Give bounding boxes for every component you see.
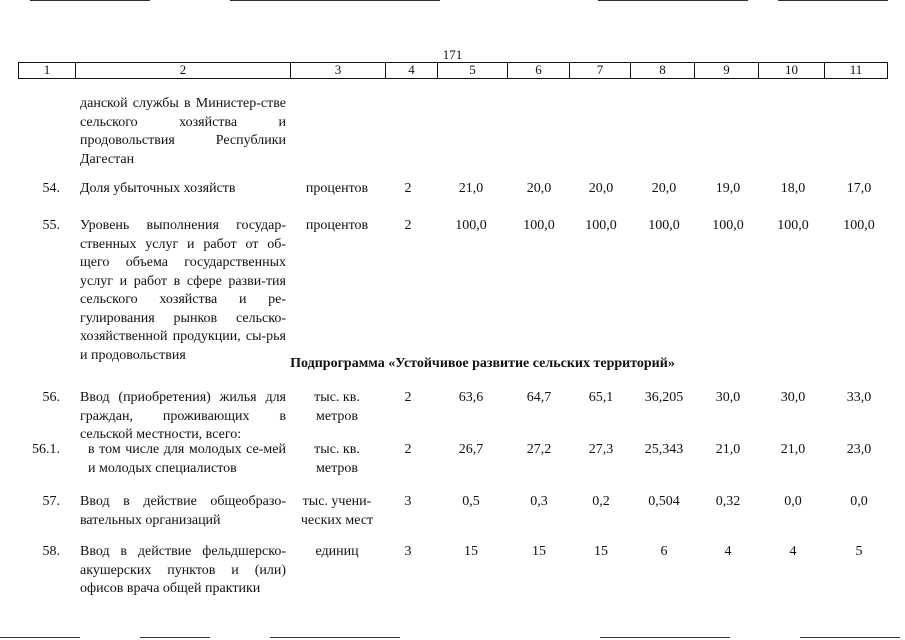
value-cell: 25,343 bbox=[644, 442, 684, 457]
value-cell: 100,0 bbox=[455, 218, 487, 233]
unit-cell: процентов bbox=[305, 181, 369, 196]
value-cell: 4 bbox=[724, 544, 732, 559]
value-cell: 21,0 bbox=[780, 442, 806, 457]
value-cell: 6 bbox=[660, 544, 668, 559]
scan-artifact-line bbox=[800, 637, 900, 638]
value-cell: 18,0 bbox=[780, 181, 806, 196]
value-cell: 36,205 bbox=[644, 390, 684, 405]
value-cell: 17,0 bbox=[846, 181, 872, 196]
column-header: 1 bbox=[19, 63, 76, 78]
page-number: 171 bbox=[442, 47, 463, 62]
scan-artifact-line bbox=[230, 0, 440, 1]
column-header: 9 bbox=[695, 63, 759, 78]
value-cell: 100,0 bbox=[843, 218, 875, 233]
column-header-row bbox=[18, 62, 888, 79]
value-cell: 100,0 bbox=[712, 218, 744, 233]
value-cell: 100,0 bbox=[585, 218, 617, 233]
value-cell: 20,0 bbox=[588, 181, 614, 196]
scan-artifact-line bbox=[0, 637, 80, 638]
value-cell: 0,5 bbox=[462, 494, 480, 509]
unit-cell: единиц bbox=[315, 544, 359, 559]
value-cell: 15 bbox=[532, 544, 546, 559]
value-cell: 23,0 bbox=[846, 442, 872, 457]
indicator-name: Ввод в действие общеобразо-вательных организаций bbox=[80, 494, 286, 528]
value-cell: 33,0 bbox=[846, 390, 872, 405]
value-cell: 100,0 bbox=[523, 218, 555, 233]
row-number: 54. bbox=[42, 181, 60, 196]
value-cell: 2 bbox=[404, 442, 412, 457]
column-header: 8 bbox=[631, 63, 695, 78]
indicator-name: Ввод (приобретения) жилья для граждан, проживающих в сельской местности, всего: bbox=[80, 390, 286, 442]
column-header: 3 bbox=[291, 63, 386, 78]
indicator-name: Ввод в действие фельдшерско-акушерских пунктов и (или) офисов врача общей практики bbox=[80, 544, 286, 596]
continuation-text: данской службы в Министер-стве сельского хозяйства и продовольствия Республики Дагестан bbox=[80, 96, 286, 167]
value-cell: 3 bbox=[404, 544, 412, 559]
row-number: 58. bbox=[42, 544, 60, 559]
scan-artifact-line bbox=[598, 0, 748, 1]
value-cell: 4 bbox=[789, 544, 797, 559]
value-cell: 63,6 bbox=[458, 390, 484, 405]
value-cell: 26,7 bbox=[458, 442, 484, 457]
unit-cell: тыс. учени-ческих мест bbox=[300, 494, 374, 528]
column-header: 11 bbox=[849, 62, 863, 77]
scan-artifact-line bbox=[270, 637, 400, 638]
unit-cell: тыс. кв. метров bbox=[314, 390, 360, 424]
scan-artifact-line bbox=[600, 637, 730, 638]
column-header: 2 bbox=[76, 63, 291, 78]
value-cell: 3 bbox=[404, 494, 412, 509]
subprogram-title: Подпрограмма «Устойчивое развитие сельских территорий» bbox=[290, 356, 675, 371]
indicator-name: в том числе для молодых се-мей и молодых специалистов bbox=[88, 442, 286, 476]
row-number: 57. bbox=[42, 494, 60, 509]
row-number: 56. bbox=[42, 390, 60, 405]
value-cell: 0,2 bbox=[592, 494, 610, 509]
indicator-name: Уровень выполнения государ-ственных услуг и работ от об-щего объема государственных услуг и работ в сфере разви-тия сельского хозяйства и ре-гулирования рынков сельско-хозяйственной продукции, сы-рья и продовольствия bbox=[80, 218, 286, 363]
value-cell: 100,0 bbox=[777, 218, 809, 233]
value-cell: 65,1 bbox=[588, 390, 614, 405]
column-header: 10 bbox=[759, 63, 825, 78]
value-cell: 30,0 bbox=[780, 390, 806, 405]
value-cell: 0,3 bbox=[530, 494, 548, 509]
scan-artifact-line bbox=[140, 637, 210, 638]
value-cell: 2 bbox=[404, 218, 412, 233]
value-cell: 2 bbox=[404, 181, 412, 196]
value-cell: 21,0 bbox=[458, 181, 484, 196]
value-cell: 21,0 bbox=[715, 442, 741, 457]
scan-artifact-line bbox=[778, 0, 888, 1]
value-cell: 0,504 bbox=[648, 494, 680, 509]
column-header: 6 bbox=[508, 63, 570, 78]
value-cell: 5 bbox=[855, 544, 863, 559]
value-cell: 2 bbox=[404, 390, 412, 405]
value-cell: 20,0 bbox=[651, 181, 677, 196]
value-cell: 27,2 bbox=[526, 442, 552, 457]
value-cell: 0,0 bbox=[850, 494, 868, 509]
value-cell: 0,32 bbox=[715, 494, 741, 509]
unit-cell: тыс. кв. метров bbox=[314, 442, 360, 476]
value-cell: 20,0 bbox=[526, 181, 552, 196]
value-cell: 15 bbox=[594, 544, 608, 559]
column-header: 4 bbox=[386, 63, 438, 78]
value-cell: 19,0 bbox=[715, 181, 741, 196]
value-cell: 100,0 bbox=[648, 218, 680, 233]
scan-artifact-line bbox=[30, 0, 150, 1]
value-cell: 64,7 bbox=[526, 390, 552, 405]
indicator-name: Доля убыточных хозяйств bbox=[80, 181, 236, 196]
row-number: 56.1. bbox=[32, 442, 60, 457]
column-header: 7 bbox=[570, 63, 631, 78]
value-cell: 30,0 bbox=[715, 390, 741, 405]
value-cell: 0,0 bbox=[784, 494, 802, 509]
unit-cell: процентов bbox=[305, 218, 369, 233]
row-number: 55. bbox=[42, 218, 60, 233]
value-cell: 15 bbox=[464, 544, 478, 559]
value-cell: 27,3 bbox=[588, 442, 614, 457]
column-header: 5 bbox=[438, 63, 508, 78]
